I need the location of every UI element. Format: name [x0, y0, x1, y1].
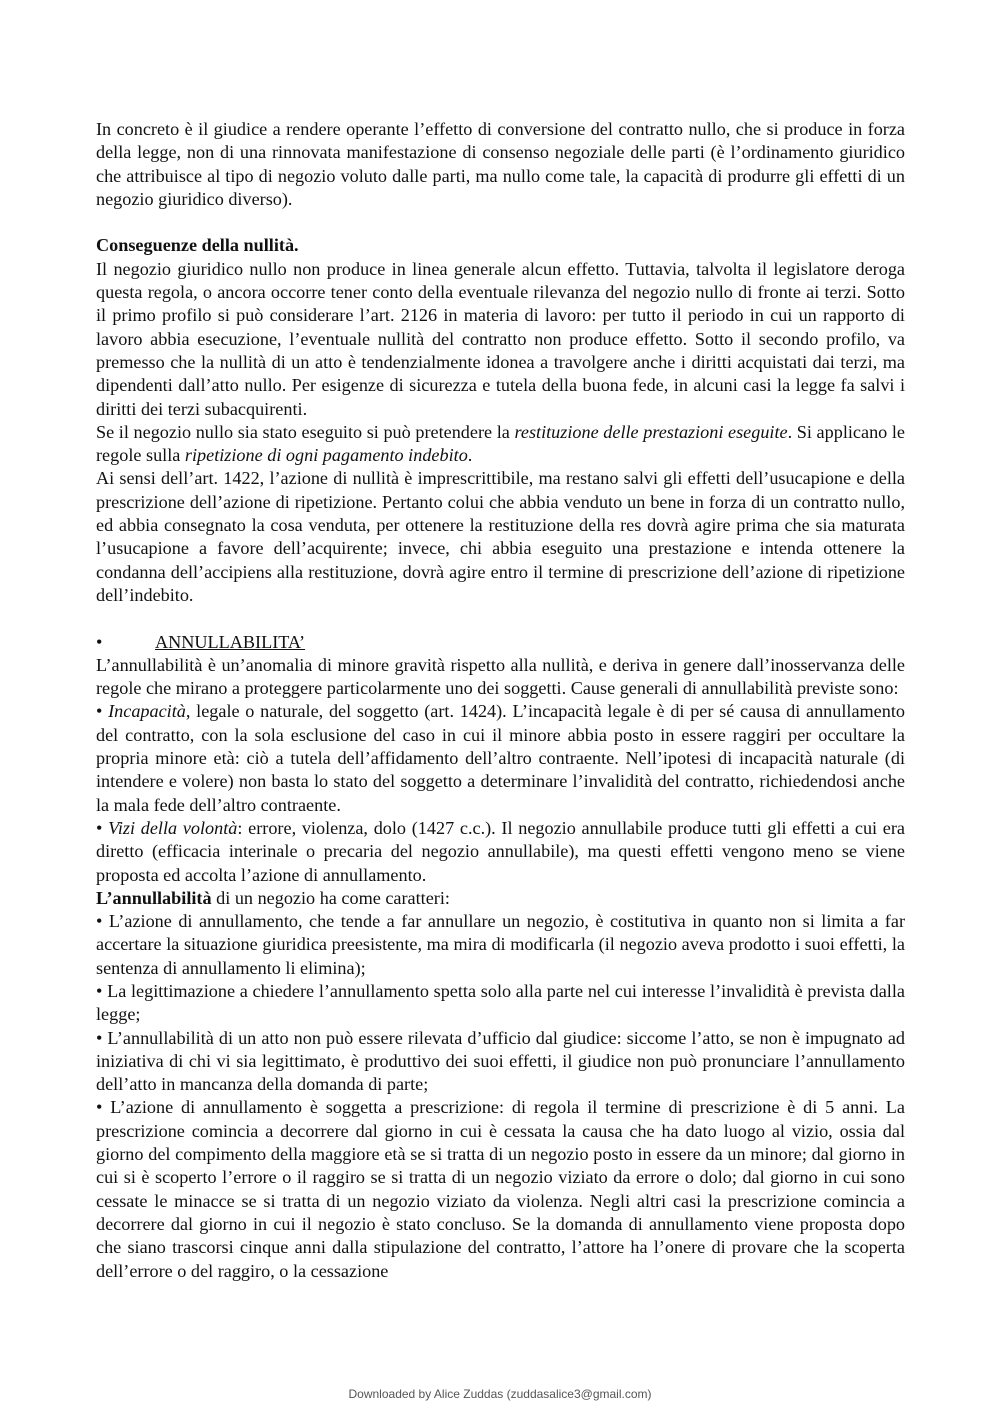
annullability-bold-term: L’annullabilità [96, 887, 212, 908]
document-page [96, 118, 905, 1283]
consequences-paragraph-1: Il negozio giuridico nullo non produce in linea generale alcun effetto. Tuttavia, talvolta il legislatore deroga questa regola, o ancora occorre tener conto della eventuale rilevanza del negozio nullo di fronte ai terzi. Sotto il primo profilo si può considerare l’art. 2126 in materia di lavoro: per tutto il periodo in cui un rapporto di lavoro abbia esecuzione, l’eventuale nullità del contratto non produce effetto. Sotto il secondo profilo, va premesso che la nullità di un atto è tendenzialmente idonea a travolgere anche i diritti acquistati dai terzi, ma dipendenti dall’atto nullo. Per esigenze di sicurezza e tutela della buona fede, in alcuni casi la legge fa salvi i diritti dei terzi subacquirenti. [96, 258, 905, 419]
incapacity-term: Incapacità [108, 701, 186, 722]
feature-item: • L’azione di annullamento, che tende a far annullare un negozio, è costitutiva in quanto non si limita a far accertare la situazione giuridica preesistente, ma mira di modificarla (il negozio aveva prodotto i suoi effetti, la sentenza di annullamento li elimina); [96, 911, 905, 978]
spacer [96, 211, 905, 234]
consequences-paragraph-3: Ai sensi dell’art. 1422, l’azione di nullità è imprescrittibile, ma restano salvi gli effetti dell’usucapione e della prescrizione dell’azione di ripetizione. Pertanto colui che abbia venduto un bene in forza di un contratto nullo, ed abbia consegnato la cosa venduta, per ottenere la restituzione della res dovrà agire prima che sia maturata l’usucapione a favore dell’acquirente; invece, chi abbia eseguito una prestazione e intenda ottenere la condanna dell’accipiens alla restituzione, dovrà agire entro il termine di prescrizione dell’azione di ripetizione dell’indebito. [96, 468, 905, 605]
features-intro: L’annullabilità di un negozio ha come caratteri: [96, 887, 450, 908]
spacer [96, 607, 905, 630]
cause-incapacity: • Incapacità, legale o naturale, del soggetto (art. 1424). L’incapacità legale è di per sé causa di annullamento del contratto, con la sola esclusione del caso in cui il minore abbia posto in essere raggiri per occultare la propria minore età: ciò a tutela dell’affidamento dell’altro contraente. Nell’ipotesi di incapacità naturale (di intendere e volere) non basta lo stato del soggetto a determinare l’invalidità del contratto, richiedendosi anche la mala fede dell’altro contraente. [96, 701, 905, 815]
bullet-icon: • [96, 631, 103, 652]
feature-item: • L’azione di annullamento è soggetta a prescrizione: di regola il termine di prescrizione è di 5 anni. La prescrizione comincia a decorrere dal giorno in cui è cessata la causa che ha dato luogo al vizio, ossia dal giorno del compimento della maggiore età se si tratta di un negozio posto in essere da un minore; dal giorno in cui si è scoperto l’errore o il raggiro se si tratta di un negozio viziato da errore o dolo; dal giorno in cui sono cessate le minacce se si tratta di un negozio viziato da violenza. Negli altri casi la prescrizione comincia a decorrere dal giorno in cui il negozio è stato concluso. Se la domanda di annullamento viene proposta dopo che siano trascorsi cinque anni dalla stipulazione del contratto, l’attore ha l’onere di provare che la scoperta dell’errore o del raggiro, o la cessazione [96, 1097, 905, 1281]
feature-item: • La legittimazione a chiedere l’annullamento spetta solo alla parte nel cui interesse l’invalidità è prevista dalla legge; [96, 980, 905, 1025]
repetition-term: ripetizione di ogni pagamento indebito [184, 445, 468, 466]
annullability-intro: L’annullabilità è un’anomalia di minore gravità rispetto alla nullità, e deriva in genere dall’inosservanza delle regole che mirano a proteggere particolarmente uno dei soggetti. Cause generali di annullabilità previste sono: [96, 654, 905, 699]
will-defects-term: Vizi della volontà [108, 817, 238, 838]
annullability-title: ANNULLABILITA’ [155, 631, 306, 652]
cause-will-defects: • Vizi della volontà: errore, violenza, dolo (1427 c.c.). Il negozio annullabile produce tutti gli effetti a cui era diretto (efficacia interinale o precaria del negozio annullabile), ma questi effetti vengono meno se viene proposta ed accolta l’azione di annullamento. [96, 817, 906, 885]
restitution-term: restituzione delle prestazioni eseguite [514, 421, 788, 442]
feature-item: • L’annullabilità di un atto non può essere rilevata d’ufficio dal giudice: siccome l’atto, se non è impugnato ad iniziativa di chi vi sia legittimato, è produttivo dei suoi effetti, il giudice non può pronunciare l’annullamento dell’atto in mancanza della domanda di parte; [96, 1027, 905, 1095]
consequences-paragraph-2: Se il negozio nullo sia stato eseguito si può pretendere la restituzione delle prestazioni eseguite. Si applicano le regole sulla ripetizione di ogni pagamento indebito. [96, 421, 905, 466]
annullability-section-heading [96, 631, 905, 654]
intro-paragraph: In concreto è il giudice a rendere operante l’effetto di conversione del contratto nullo, che si produce in forza della legge, non di una rinnovata manifestazione di consenso negoziale delle parti (è l’ordinamento giuridico che attribuisce al tipo di negozio voluto dalle parti, ma nullo come tale, la capacità di produrre gli effetti di un negozio giuridico diverso). [96, 119, 905, 209]
consequences-heading: Conseguenze della nullità. [96, 235, 299, 256]
download-footer: Downloaded by Alice Zuddas (zuddasalice3@gmail.com) [348, 1387, 652, 1401]
